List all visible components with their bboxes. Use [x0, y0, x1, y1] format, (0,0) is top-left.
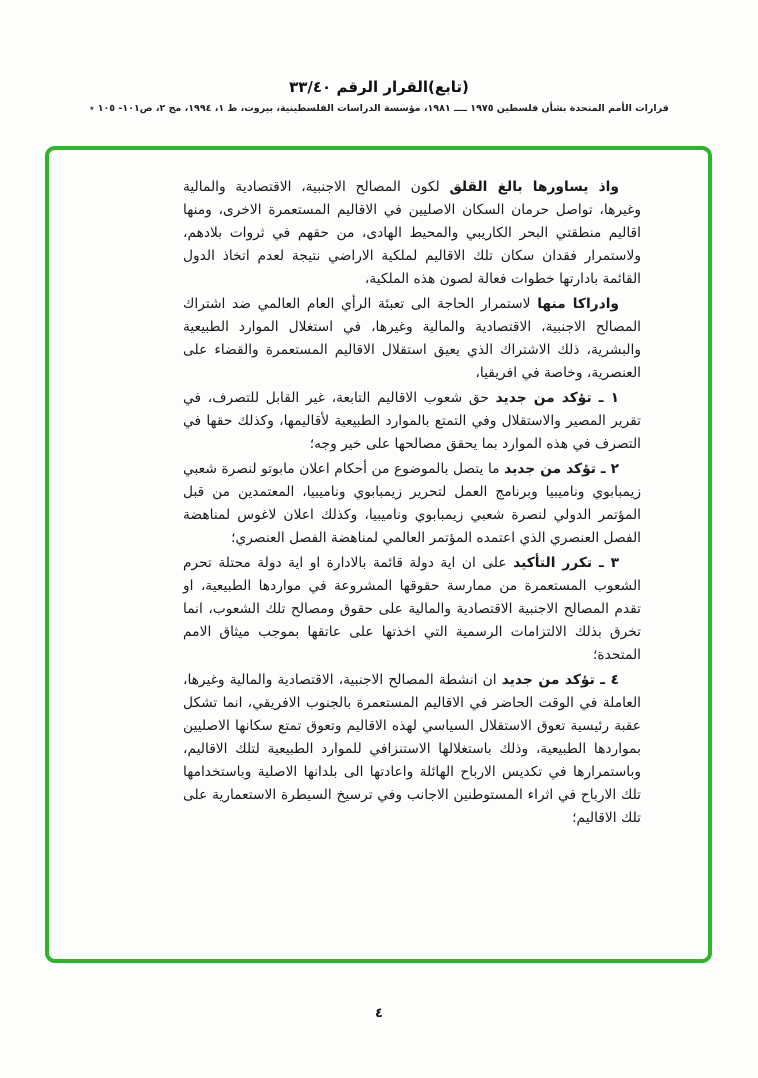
source-citation: قرارات الأمم المتحدة بشأن فلسطين ١٩٧٥ ــــ ١٩٨١، مؤسسة الدراسات الفلسطينية، بيروت، ط ١، ١٩٩٤، مج ٢، ص١٠١- ١٠٥ ٭ [89, 103, 669, 114]
paragraph-preamble-2 [183, 293, 641, 385]
paragraph-body: لكون المصالح الاجنبية، الاقتصادية والمالية وغيرها، تواصل حرمان السكان الاصليين في الاقاليم المستعمرة الاخرى، ومنها اقاليم منطقتي البحر الكاريبي والمحيط الهادى، من حقهم في ثروات بلادهم، ولاستمرار فقدان سكان تلك الاقاليم لملكية الاراضي نتيجة لعدم اتخاذ الدول القائمة بادارتها خطوات فعالة لصون هذه الملكية، [183, 179, 641, 287]
paragraph-body: حق شعوب الاقاليم التابعة، غير القابل للتصرف، في تقرير المصير والاستقلال وفي التمتع بالموارد الطبيعية لأقاليمها، وكذلك حقها في التصرف في هذه الموارد بما يحقق مصالحها على خير وجه؛ [183, 390, 641, 452]
paragraph-item-2 [183, 458, 641, 550]
paragraph-lead: واذ يساورها بالغ القلق [449, 179, 619, 195]
page-header [0, 78, 758, 114]
paragraph-body: ما يتصل بالموضوع من أحكام اعلان مابوتو لنصرة شعبي زيمبابوي وناميبيا وبرنامج العمل لتحرير زيمبابوي وناميبيا، المعتمدين من قبل المؤتمر الدولي لنصرة شعبي زيمبابوي وناميبيا، وكذلك اعلان لاغوس لمناهضة الفصل العنصري الذي اعتمده المؤتمر العالمي لمناهضة الفصل العنصري؛ [183, 461, 641, 546]
paragraph-body: على ان اية دولة قائمة بالادارة او اية دولة محتلة تحرم الشعوب المستعمرة من ممارسة حقوقها المشروعة في مواردها الطبيعية، او تقدم المصالح الاجنبية الاقتصادية والمالية على حقوق ومصالح تلك الشعوب، انما تخرق بذلك الالتزامات الرسمية التي اخذتها على عاتقها بموجب ميثاق الامم المتحدة؛ [183, 555, 641, 663]
paragraph-item-3 [183, 552, 641, 667]
paragraph-lead: ٣ ـ تكرر التأكيد [513, 555, 619, 571]
page-number: ٤ [375, 1006, 383, 1021]
paragraph-lead: ٤ ـ تؤكد من جديد [501, 672, 620, 688]
paragraph-item-1 [183, 387, 641, 456]
paragraph-lead: ٢ ـ تؤكد من جديد [504, 461, 619, 477]
paragraph-body: لاستمرار الحاجة الى تعبئة الرأي العام العالمي ضد اشتراك المصالح الاجنبية، الاقتصادية والمالية وغيرها، في استغلال الموارد الطبيعية والبشرية، ذلك الاشتراك الذي يعيق استقلال الاقاليم المستعمرة والقضاء على العنصرية، وخاصة في افريقيا، [183, 296, 641, 381]
paragraph-body: ان انشطة المصالح الاجنبية، الاقتصادية والمالية وغيرها، العاملة في الوقت الحاضر في الاقاليم المستعمرة بالجنوب الافريقي، انما تشكل عقبة رئيسية تعوق الاستقلال السياسي لهذه الاقاليم وتعوق تمتع سكانها الاصليين بمواردها الطبيعية، وذلك باستغلالها الاستنزافي للموارد الطبيعية لتلك الاقاليم، وباستمرارها في تكديس الارباح الهائلة واعادتها الى بلدانها الاصلية وباستخدامها تلك الارباح في اثراء المستوطنين الاجانب وفي ترسيخ السيطرة الاستعمارية على تلك الاقاليم؛ [183, 672, 641, 826]
resolution-text [183, 176, 641, 832]
paragraph-item-4 [183, 669, 641, 830]
paragraph-lead: وادراكا منها [537, 296, 620, 312]
page-title: (تابع)القرار الرقم ٣٣/٤٠ [289, 78, 469, 96]
paragraph-preamble-1 [183, 176, 641, 291]
paragraph-lead: ١ ـ تؤكد من جديد [495, 390, 619, 406]
